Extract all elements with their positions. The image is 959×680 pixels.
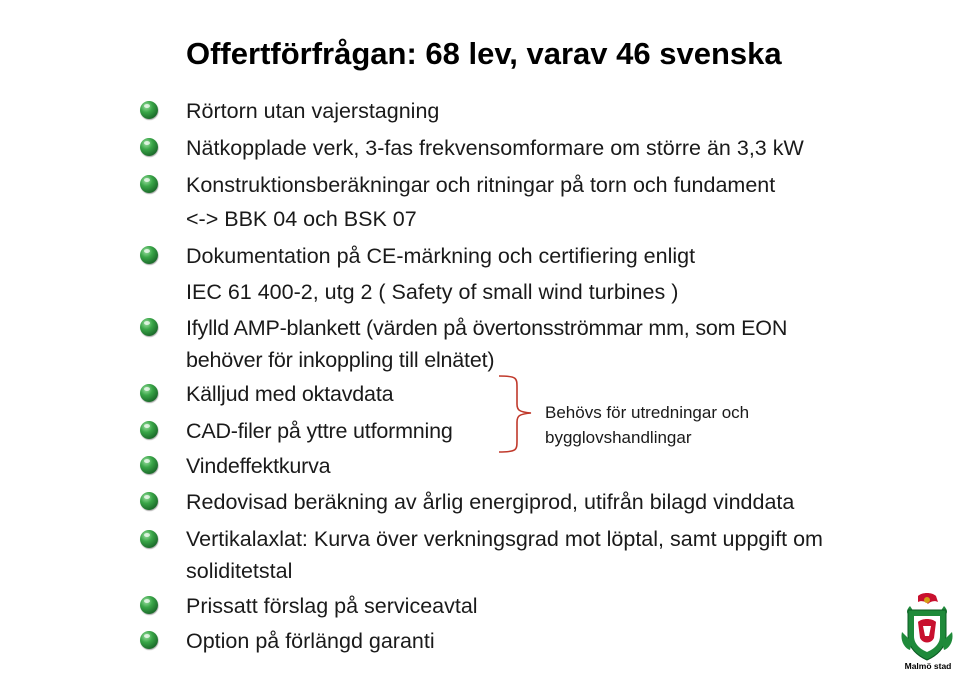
bullet-icon [140, 631, 158, 649]
bullet-icon [140, 456, 158, 474]
bullet-icon [140, 384, 158, 402]
item-line: Vertikalaxlat: Kurva över verkningsgrad mot löptal, samt uppgift om [186, 527, 823, 551]
item-line: Källjud med oktavdata [186, 382, 394, 406]
bullet-icon [140, 246, 158, 264]
bullet-icon [140, 530, 158, 548]
brace-icon [495, 374, 535, 454]
item-line: Konstruktionsberäkningar och ritningar på torn och fundament [186, 173, 776, 197]
item-line: Rörtorn utan vajerstagning [186, 99, 440, 123]
bullet-icon [140, 175, 158, 193]
brace-note-line: Behövs för utredningar och [545, 403, 750, 422]
item-line: <-> BBK 04 och BSK 07 [186, 207, 417, 231]
item-line: Option på förlängd garanti [186, 629, 435, 653]
left-margin [0, 0, 128, 680]
bullet-icon [140, 101, 158, 119]
bullet-icon [140, 492, 158, 510]
bullet-icon [140, 421, 158, 439]
item-line: soliditetstal [186, 559, 293, 583]
item-line: Redovisad beräkning av årlig energiprod, utifrån bilagd vinddata [186, 490, 795, 514]
item-line: CAD-filer på yttre utformning [186, 419, 453, 443]
bullet-icon [140, 138, 158, 156]
item-line: Nätkopplade verk, 3-fas frekvensomformare om större än 3,3 kW [186, 136, 804, 160]
item-line: Dokumentation på CE-märkning och certifiering enligt [186, 244, 696, 268]
slide-title: Offertförfrågan: 68 lev, varav 46 svenska [186, 36, 782, 71]
item-line: Ifylld AMP-blankett (värden på övertonsströmmar mm, som EON [186, 316, 788, 340]
bullet-icon [140, 318, 158, 336]
brace-note-line: bygglovshandlingar [545, 428, 692, 447]
item-line: behöver för inkoppling till elnätet) [186, 348, 495, 372]
brace-note [545, 400, 749, 450]
logo-text: Malmö stad [904, 661, 952, 671]
item-line: IEC 61 400-2, utg 2 ( Safety of small wind turbines ) [186, 280, 679, 304]
bullet-icon [140, 596, 158, 614]
item-line: Vindeffektkurva [186, 454, 331, 478]
item-line: Prissatt förslag på serviceavtal [186, 594, 478, 618]
